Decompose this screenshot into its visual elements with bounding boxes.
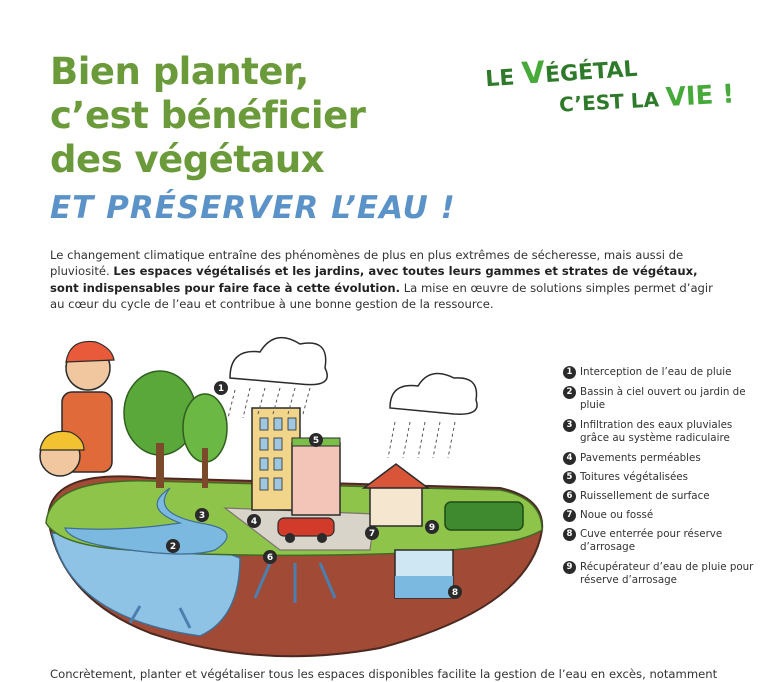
legend-number: 1 <box>563 366 576 379</box>
intro-bold: Les espaces végétalisés et les jardins, avec toutes leurs gammes et strates de végétaux, sont indispensables pour faire face à cette évolution. <box>50 264 698 295</box>
marker-9 <box>425 520 439 534</box>
logo <box>485 48 735 118</box>
legend-item <box>563 419 758 445</box>
intro-paragraph <box>50 247 722 313</box>
legend-number: 7 <box>563 509 576 522</box>
legend-number: 8 <box>563 528 576 541</box>
legend-text: Récupérateur d’eau de pluie pour réserve d’arrosage <box>580 561 754 586</box>
legend-text: Ruissellement de surface <box>580 490 710 502</box>
svg-text:8: 8 <box>451 588 459 598</box>
legend-number: 6 <box>563 490 576 503</box>
title-line-3: des végétaux <box>50 138 325 181</box>
person-adult-cap <box>66 341 114 362</box>
marker-8 <box>448 585 462 599</box>
cloud-1 <box>230 338 327 385</box>
legend-text: Noue ou fossé <box>580 509 654 521</box>
legend-text: Interception de l’eau de pluie <box>580 366 732 378</box>
logo-vie: VIE ! <box>665 79 736 113</box>
intro-part-1: Le changement climatique entraîne des phénomènes de plus en plus extrêmes de sécheresse, mais aussi de pluviosité. <box>50 248 684 279</box>
page-title <box>50 50 365 182</box>
legend-number: 9 <box>563 561 576 574</box>
logo-v: V <box>520 55 547 92</box>
legend-item <box>563 452 758 465</box>
title-line-2: c’est bénéficier <box>50 94 366 137</box>
marker-6 <box>263 550 277 564</box>
legend-text: Toitures végétalisées <box>580 471 689 483</box>
legend-number: 5 <box>563 471 576 484</box>
car <box>278 518 334 536</box>
legend-number: 3 <box>563 419 576 432</box>
marker-3 <box>195 508 209 522</box>
svg-text:4: 4 <box>250 517 258 527</box>
marker-4 <box>247 514 261 528</box>
legend-item <box>563 490 758 503</box>
svg-text:3: 3 <box>198 511 206 521</box>
svg-text:9: 9 <box>428 523 436 533</box>
svg-text:5: 5 <box>312 436 320 446</box>
legend-item <box>563 386 758 412</box>
logo-le: LE <box>484 64 523 93</box>
water-cycle-illustration <box>30 318 560 663</box>
legend-item <box>563 471 758 484</box>
footer-paragraph: Concrètement, planter et végétaliser tous les espaces disponibles facilite la gestion de l’eau en excès, notamment <box>50 667 718 681</box>
marker-7 <box>365 526 379 540</box>
legend-item <box>563 509 758 522</box>
building-green-roof <box>292 443 340 515</box>
marker-5 <box>309 433 323 447</box>
marker-1 <box>214 381 228 395</box>
hedge <box>445 502 523 530</box>
legend-text: Cuve enterrée pour réserve d’arrosage <box>580 528 723 553</box>
title-line-1: Bien planter, <box>50 50 309 93</box>
legend-item <box>563 528 758 554</box>
page-subtitle: ET PRÉSERVER L’EAU ! <box>50 190 456 226</box>
cloud-2 <box>390 374 477 415</box>
legend-item <box>563 561 758 587</box>
svg-text:2: 2 <box>169 542 177 552</box>
intro-part-2: La mise en œuvre de solutions simples permet d’agir au cœur du cycle de l’eau et contribue à une bonne gestion de la ressource. <box>50 280 713 312</box>
legend-number: 2 <box>563 386 576 399</box>
svg-text:7: 7 <box>368 529 376 539</box>
legend-text: Bassin à ciel ouvert ou jardin de pluie <box>580 386 746 411</box>
marker-2 <box>166 539 180 553</box>
legend-number: 4 <box>563 452 576 465</box>
house-roof <box>364 464 428 488</box>
legend-text: Pavements perméables <box>580 452 701 464</box>
legend-item <box>563 366 758 379</box>
house <box>370 486 422 526</box>
svg-text:1: 1 <box>217 384 225 394</box>
logo-vegetal: ÉGÉTAL <box>544 56 639 89</box>
svg-text:6: 6 <box>266 553 274 563</box>
logo-cest: C’EST LA <box>558 87 667 117</box>
legend-text: Infiltration des eaux pluviales grâce au système radiculaire <box>580 419 733 444</box>
legend-list <box>563 366 758 594</box>
